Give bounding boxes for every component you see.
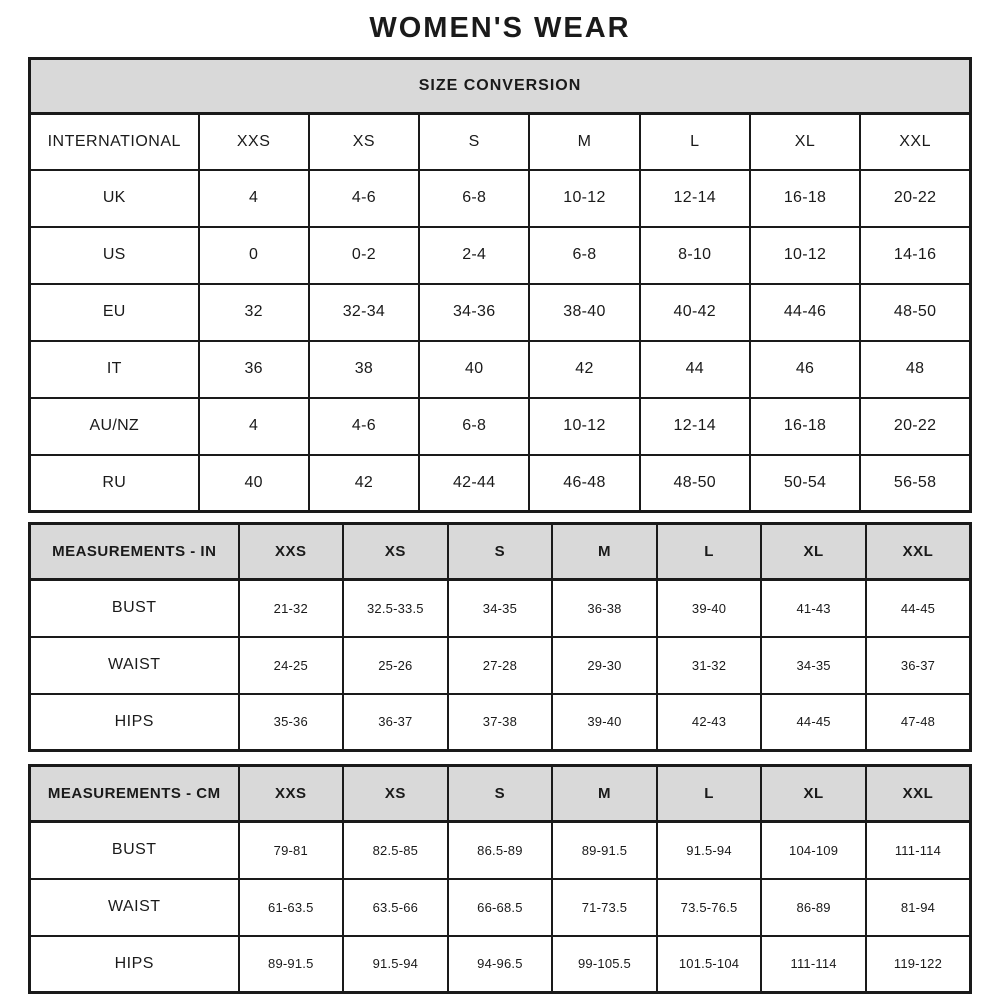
value-cell: 89-91.5 [239,936,344,993]
value-cell: 39-40 [657,580,762,637]
value-cell: 40 [199,455,309,512]
value-cell: 34-36 [419,284,529,341]
value-cell: 36-37 [343,694,448,751]
size-header-l: L [657,524,762,580]
value-cell: 42 [529,341,639,398]
size-header-xxl: XXL [866,766,971,822]
value-cell: 39-40 [552,694,657,751]
row-label: BUST [30,822,239,879]
value-cell: 32 [199,284,309,341]
value-cell: 24-25 [239,637,344,694]
title-area [28,0,972,57]
value-cell: 6-8 [529,227,639,284]
value-cell: 101.5-104 [657,936,762,993]
value-cell: 6-8 [419,398,529,455]
size-header-xs: XS [343,766,448,822]
row-label: AU/NZ [30,398,199,455]
value-cell: 91.5-94 [657,822,762,879]
value-cell: 44 [640,341,750,398]
column-header-l: L [640,114,750,170]
value-cell: 4-6 [309,398,419,455]
value-cell: 31-32 [657,637,762,694]
value-cell: 4-6 [309,170,419,227]
table-row [30,341,971,398]
size-header-xxs: XXS [239,524,344,580]
table-row [30,170,971,227]
table-row [30,284,971,341]
measurements-cm-header: MEASUREMENTS - CM [30,766,239,822]
value-cell: 4 [199,398,309,455]
table-row [30,879,971,936]
value-cell: 111-114 [761,936,866,993]
measurements-in-header-row [30,524,971,580]
value-cell: 8-10 [640,227,750,284]
value-cell: 20-22 [860,398,970,455]
value-cell: 37-38 [448,694,553,751]
size-header-xxl: XXL [866,524,971,580]
value-cell: 44-45 [866,580,971,637]
value-cell: 40 [419,341,529,398]
value-cell: 32.5-33.5 [343,580,448,637]
value-cell: 56-58 [860,455,970,512]
size-header-m: M [552,766,657,822]
table-row [30,455,971,512]
row-label: RU [30,455,199,512]
value-cell: 32-34 [309,284,419,341]
column-header-m: M [529,114,639,170]
row-label: HIPS [30,694,239,751]
value-cell: 94-96.5 [448,936,553,993]
value-cell: 86-89 [761,879,866,936]
value-cell: 35-36 [239,694,344,751]
value-cell: 42-44 [419,455,529,512]
size-header-xl: XL [761,524,866,580]
size-header-xl: XL [761,766,866,822]
size-conversion-columns-row [30,114,971,170]
value-cell: 48-50 [640,455,750,512]
row-label: UK [30,170,199,227]
value-cell: 111-114 [866,822,971,879]
value-cell: 0-2 [309,227,419,284]
value-cell: 36-38 [552,580,657,637]
size-conversion-table [28,57,972,513]
value-cell: 71-73.5 [552,879,657,936]
value-cell: 66-68.5 [448,879,553,936]
table-row [30,227,971,284]
value-cell: 27-28 [448,637,553,694]
value-cell: 44-45 [761,694,866,751]
value-cell: 38-40 [529,284,639,341]
size-conversion-header: SIZE CONVERSION [30,59,971,114]
measurements-in-body [30,580,971,751]
value-cell: 89-91.5 [552,822,657,879]
measurements-cm-body [30,822,971,993]
column-header-xxl: XXL [860,114,970,170]
size-header-xs: XS [343,524,448,580]
value-cell: 4 [199,170,309,227]
table-row [30,637,971,694]
table-row [30,694,971,751]
value-cell: 34-35 [761,637,866,694]
value-cell: 79-81 [239,822,344,879]
size-conversion-banner-row [30,59,971,114]
value-cell: 42-43 [657,694,762,751]
value-cell: 50-54 [750,455,860,512]
value-cell: 91.5-94 [343,936,448,993]
value-cell: 16-18 [750,398,860,455]
row-label: IT [30,341,199,398]
value-cell: 40-42 [640,284,750,341]
value-cell: 29-30 [552,637,657,694]
column-header-xs: XS [309,114,419,170]
size-header-xxs: XXS [239,766,344,822]
value-cell: 12-14 [640,170,750,227]
size-header-l: L [657,766,762,822]
value-cell: 46 [750,341,860,398]
column-header-international: INTERNATIONAL [30,114,199,170]
value-cell: 21-32 [239,580,344,637]
value-cell: 16-18 [750,170,860,227]
value-cell: 36 [199,341,309,398]
value-cell: 41-43 [761,580,866,637]
value-cell: 0 [199,227,309,284]
value-cell: 47-48 [866,694,971,751]
value-cell: 86.5-89 [448,822,553,879]
size-header-s: S [448,766,553,822]
row-label: WAIST [30,879,239,936]
measurements-in-table [28,522,972,752]
value-cell: 25-26 [343,637,448,694]
value-cell: 10-12 [750,227,860,284]
size-header-m: M [552,524,657,580]
table-row [30,936,971,993]
column-header-xl: XL [750,114,860,170]
value-cell: 14-16 [860,227,970,284]
value-cell: 46-48 [529,455,639,512]
value-cell: 34-35 [448,580,553,637]
measurements-cm-header-row [30,766,971,822]
value-cell: 48 [860,341,970,398]
page-title: WOMEN'S WEAR [369,12,631,44]
value-cell: 119-122 [866,936,971,993]
value-cell: 48-50 [860,284,970,341]
column-header-s: S [419,114,529,170]
value-cell: 2-4 [419,227,529,284]
row-label: EU [30,284,199,341]
row-label: BUST [30,580,239,637]
value-cell: 10-12 [529,398,639,455]
value-cell: 82.5-85 [343,822,448,879]
value-cell: 104-109 [761,822,866,879]
value-cell: 81-94 [866,879,971,936]
table-row [30,580,971,637]
row-label: HIPS [30,936,239,993]
column-header-xxs: XXS [199,114,309,170]
value-cell: 6-8 [419,170,529,227]
table-row [30,822,971,879]
row-label: US [30,227,199,284]
size-conversion-body [30,170,971,512]
value-cell: 10-12 [529,170,639,227]
table-row [30,398,971,455]
value-cell: 61-63.5 [239,879,344,936]
value-cell: 63.5-66 [343,879,448,936]
value-cell: 44-46 [750,284,860,341]
row-label: WAIST [30,637,239,694]
value-cell: 12-14 [640,398,750,455]
measurements-cm-table [28,764,972,994]
value-cell: 36-37 [866,637,971,694]
value-cell: 38 [309,341,419,398]
value-cell: 99-105.5 [552,936,657,993]
size-header-s: S [448,524,553,580]
value-cell: 42 [309,455,419,512]
measurements-in-header: MEASUREMENTS - IN [30,524,239,580]
value-cell: 20-22 [860,170,970,227]
value-cell: 73.5-76.5 [657,879,762,936]
